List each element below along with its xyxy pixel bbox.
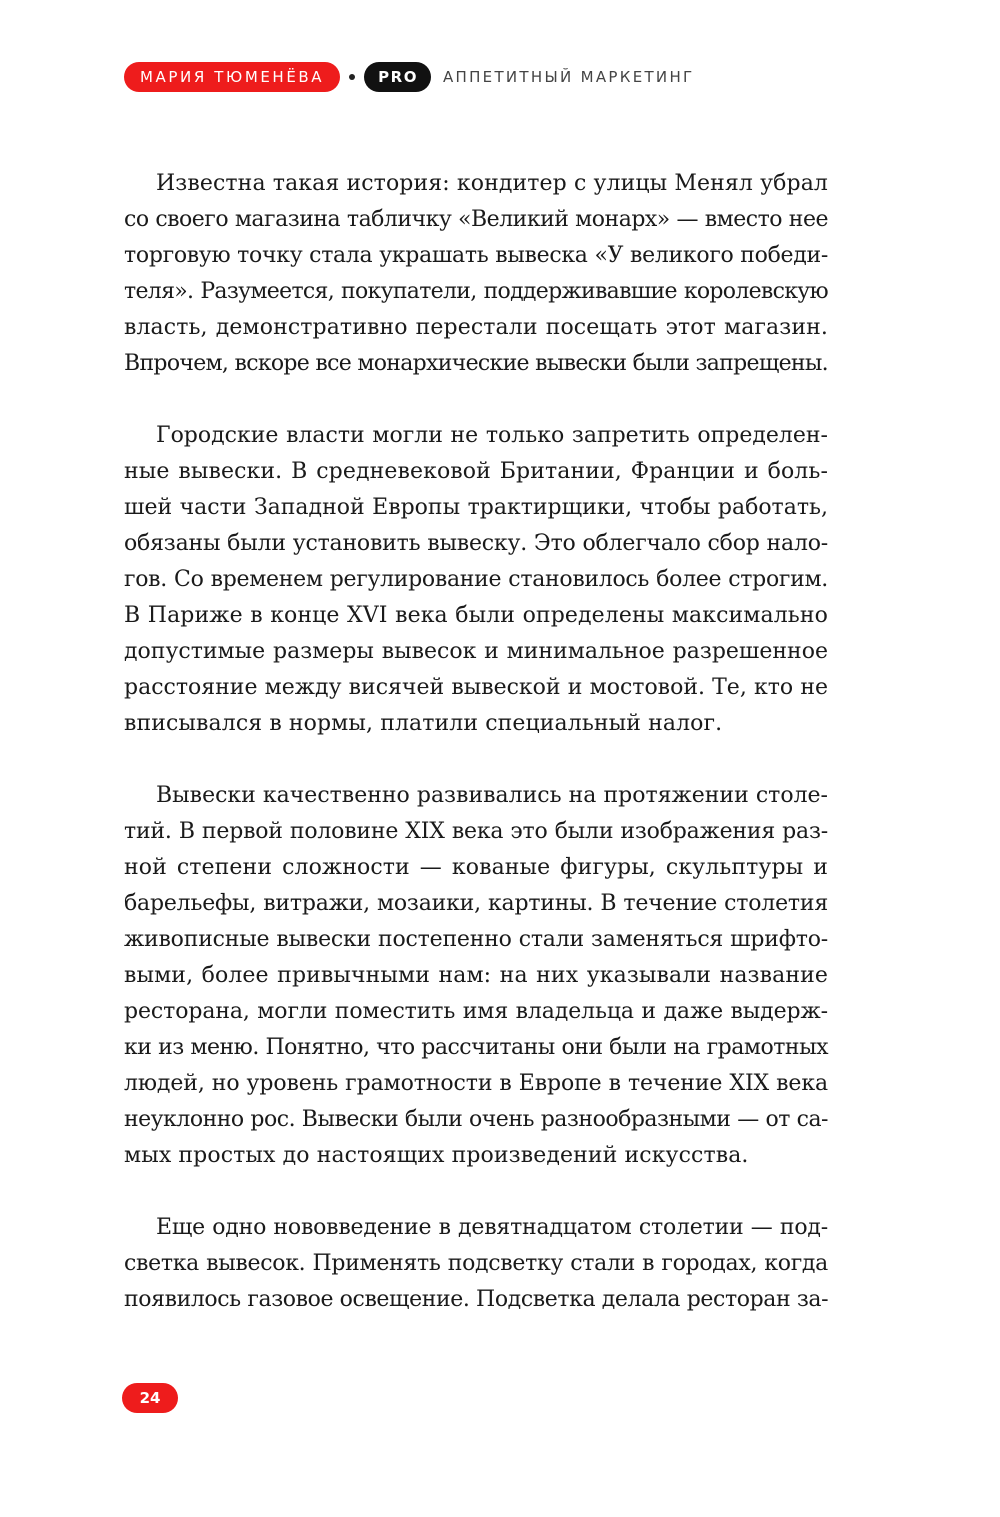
paragraph-1	[124, 166, 828, 382]
text-line: расстояние между висячей вывеской и мостовой. Те, кто не	[124, 675, 828, 700]
text-line: торговую точку стала украшать вывеска «У великого победи-	[124, 243, 828, 268]
text-line: обязаны были установить вывеску. Это облегчало сбор нало-	[124, 531, 828, 556]
text-line: теля». Разумеется, покупатели, поддерживавшие королевскую	[124, 279, 828, 304]
paragraph-2	[124, 418, 828, 742]
text-line: вписывался в нормы, платили специальный налог.	[124, 711, 723, 736]
text-line: Известна такая история: кондитер с улицы Менял убрал	[156, 171, 828, 196]
series-badge: PRO	[364, 62, 431, 92]
text-line: людей, но уровень грамотности в Европе в течение XIX века	[124, 1071, 828, 1096]
text-line: барельефы, витражи, мозаики, картины. В течение столетия	[124, 891, 828, 916]
text-line: Впрочем, вскоре все монархические вывески были запрещены.	[124, 351, 828, 376]
separator-dot-icon	[349, 74, 355, 80]
author-badge: МАРИЯ ТЮМЕНЁВА	[124, 62, 340, 92]
text-line: допустимые размеры вывесок и минимальное разрешенное	[124, 639, 828, 664]
text-line: мых простых до настоящих произведений искусства.	[124, 1143, 749, 1168]
running-header	[124, 62, 695, 92]
text-line: В Париже в конце XVI века были определены максимально	[124, 603, 828, 628]
book-subtitle: АППЕТИТНЫЙ МАРКЕТИНГ	[442, 68, 695, 86]
paragraph-3	[124, 778, 828, 1174]
text-line: ки из меню. Понятно, что рассчитаны они были на грамотных	[124, 1035, 828, 1060]
text-line: живописные вывески постепенно стали заменяться шрифто-	[124, 927, 828, 952]
paragraph-4	[124, 1210, 828, 1318]
text-line: ресторана, могли поместить имя владельца и даже выдерж-	[124, 999, 828, 1024]
page-number: 24	[122, 1383, 178, 1413]
text-line: власть, демонстративно перестали посещать этот магазин.	[124, 315, 828, 340]
text-line: неуклонно рос. Вывески были очень разнообразными — от са-	[124, 1107, 828, 1132]
page-body	[124, 166, 828, 1354]
text-line: со своего магазина табличку «Великий монарх» — вместо нее	[124, 207, 828, 232]
text-line: тий. В первой половине XIX века это были изображения раз-	[124, 819, 828, 844]
text-line: светка вывесок. Применять подсветку стали в городах, когда	[124, 1251, 828, 1276]
text-line: Вывески качественно развивались на протяжении столе-	[156, 783, 828, 808]
text-line: шей части Западной Европы трактирщики, чтобы работать,	[124, 495, 828, 520]
text-line: появилось газовое освещение. Подсветка делала ресторан за-	[124, 1287, 829, 1312]
text-line: ной степени сложности — кованые фигуры, скульптуры и	[124, 855, 828, 880]
text-line: гов. Со временем регулирование становилось более строгим.	[124, 567, 828, 592]
text-line: ные вывески. В средневековой Британии, Франции и боль-	[124, 459, 828, 484]
text-line: выми, более привычными нам: на них указывали название	[124, 963, 828, 988]
text-line: Городские власти могли не только запретить определен-	[156, 423, 828, 448]
text-line: Еще одно нововведение в девятнадцатом столетии — под-	[156, 1215, 828, 1240]
